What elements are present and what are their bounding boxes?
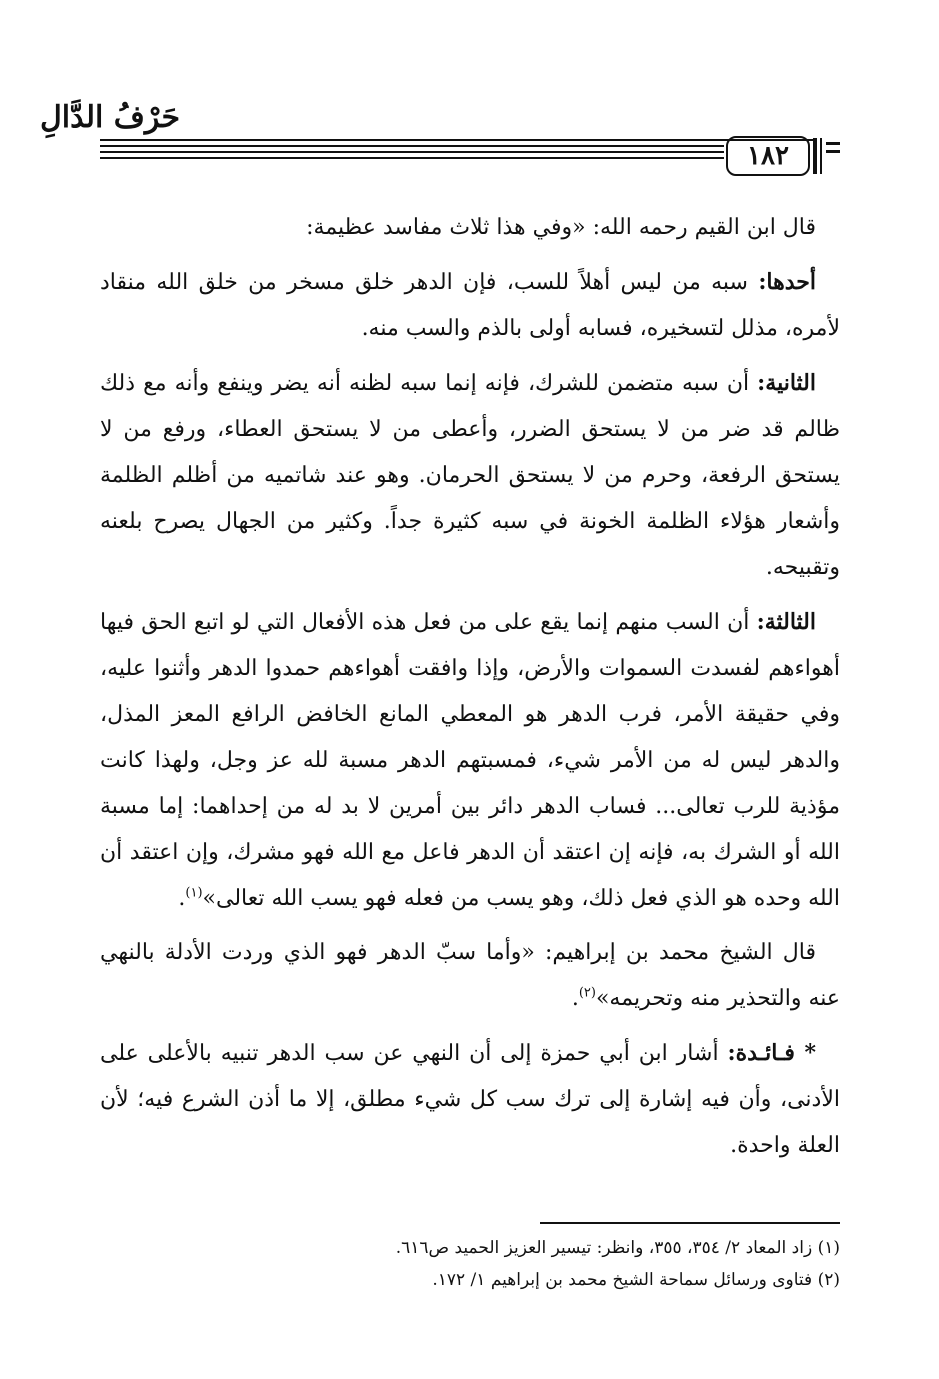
paragraph-text: قال الشيخ محمد بن إبراهيم: «وأما سبّ الدهر فهو الذي وردت الأدلة بالنهي عنه والتحذير منه وتحريمه» (100, 940, 840, 1011)
main-text (100, 205, 840, 1177)
paragraph-text: سبه من ليس أهلاً للسب، فإن الدهر خلق مسخر من خلق الله منقاد لأمره، مذلل لتسخيره، فسابه أولى بالذم والسب منه. (100, 270, 840, 341)
header-rule (100, 151, 724, 153)
paragraph (100, 360, 840, 591)
footnote: (١) زاد المعاد ٢/ ٣٥٤، ٣٥٥، وانظر: تيسير العزيز الحميد ص٦١٦. (395, 1238, 840, 1258)
page-header (0, 0, 939, 200)
paragraph: قال الشيخ محمد بن إبراهيم: «وأما سبّ الدهر فهو الذي وردت الأدلة بالنهي عنه والتحذير منه وتحريمه»$^{(٢)}$. (100, 940, 840, 1011)
page-number: ١٨٢ (726, 136, 810, 176)
paragraph: الثالثة: أن السب منهم إنما يقع على من فعل هذه الأفعال التي لو اتبع الحق فيها أهواءهم لفسدت السموات والأرض، وإذا وافقت أهواءهم حمدوا الدهر وأثنوا عليه، وفي حقيقة الأمر، فرب الدهر هو المعطي المانع الخافض الرافع المعز المذل، والدهر ليس له من الأمر شيء، فمسبتهم الدهر مسبة لله عز وجل، ولهذا كانت مؤذية للرب تعالى... فساب الدهر دائر بين أمرين لا بد له من إحداهما: إما مسبة الله أو الشرك به، فإنه إن اعتقد أن الدهر فاعل مع الله فهو مشرك، وإن اعتقد أن الله وحده هو الذي فعل ذلك، وهو يسب من فعله فهو يسب الله تعالى»$^{(١)}$. (100, 609, 840, 911)
footnotes (100, 1232, 840, 1296)
header-rule (100, 145, 724, 147)
footnote-ref[interactable]: (٢) (578, 985, 596, 1001)
paragraph-text: أشار ابن أبي حمزة إلى أن النهي عن سب الدهر تنبيه بالأعلى على الأدنى، وأن فيه إشارة إلى ترك سب كل شيء مطلق، إلا ما أذن الشرع فيه؛ لأن العلة واحدة. (100, 1041, 840, 1158)
ornament-icon (826, 142, 840, 158)
paragraph-lead: * فـائـدة: (727, 1040, 817, 1066)
footnote-ref[interactable]: (١) (185, 885, 203, 901)
paragraph-lead: أحدها: (758, 269, 816, 295)
header-rule (100, 139, 814, 141)
paragraph-lead: الثالثة: (756, 609, 816, 635)
paragraph-text: قال ابن القيم رحمه الله: «وفي هذا ثلاث مفاسد عظيمة: (306, 215, 816, 240)
header-rule (100, 157, 724, 159)
footnote: (٢) فتاوى ورسائل سماحة الشيخ محمد بن إبراهيم ١/ ١٧٢. (432, 1270, 840, 1290)
header-rule (820, 138, 822, 174)
paragraph-text: أن سبه متضمن للشرك، فإنه إنما سبه لظنه أنه يضر وينفع وأنه مع ذلك ظالم قد ضر من لا يستحق الضرر، وأعطى من لا يستحق العطاء، ورفع من لا يستحق الرفعة، وحرم من لا يستحق الحرمان. وهو عند شاتميه من أظلم الظلمة وأشعار هؤلاء الظلمة الخونة في سبه كثيرة جداً. وكثير من الجهال يصرح بلعنه وتقبيحه. (100, 371, 840, 580)
chapter-title: حَرْفُ الدَّالِ (40, 100, 180, 135)
paragraph-lead: الثانية: (757, 370, 816, 396)
header-rule (813, 138, 817, 174)
footnote-divider (540, 1222, 840, 1224)
paragraph (100, 1030, 840, 1169)
paragraph-text: أن السب منهم إنما يقع على من فعل هذه الأفعال التي لو اتبع الحق فيها أهواءهم لفسدت السموات والأرض، وإذا وافقت أهواءهم حمدوا الدهر وأثنوا عليه، وفي حقيقة الأمر، فرب الدهر هو المعطي المانع الخافض الرافع المعز المذل، والدهر ليس له من الأمر شيء، فمسبتهم الدهر مسبة لله عز وجل، ولهذا كانت مؤذية للرب تعالى... فساب الدهر دائر بين أمرين لا بد له من إحداهما: إما مسبة الله أو الشرك به، فإنه إن اعتقد أن الدهر فاعل مع الله فهو مشرك، وإن اعتقد أن الله وحده هو الذي فعل ذلك، وهو يسب من فعله فهو يسب الله تعالى» (100, 610, 840, 911)
paragraph (100, 205, 840, 251)
paragraph (100, 259, 840, 352)
